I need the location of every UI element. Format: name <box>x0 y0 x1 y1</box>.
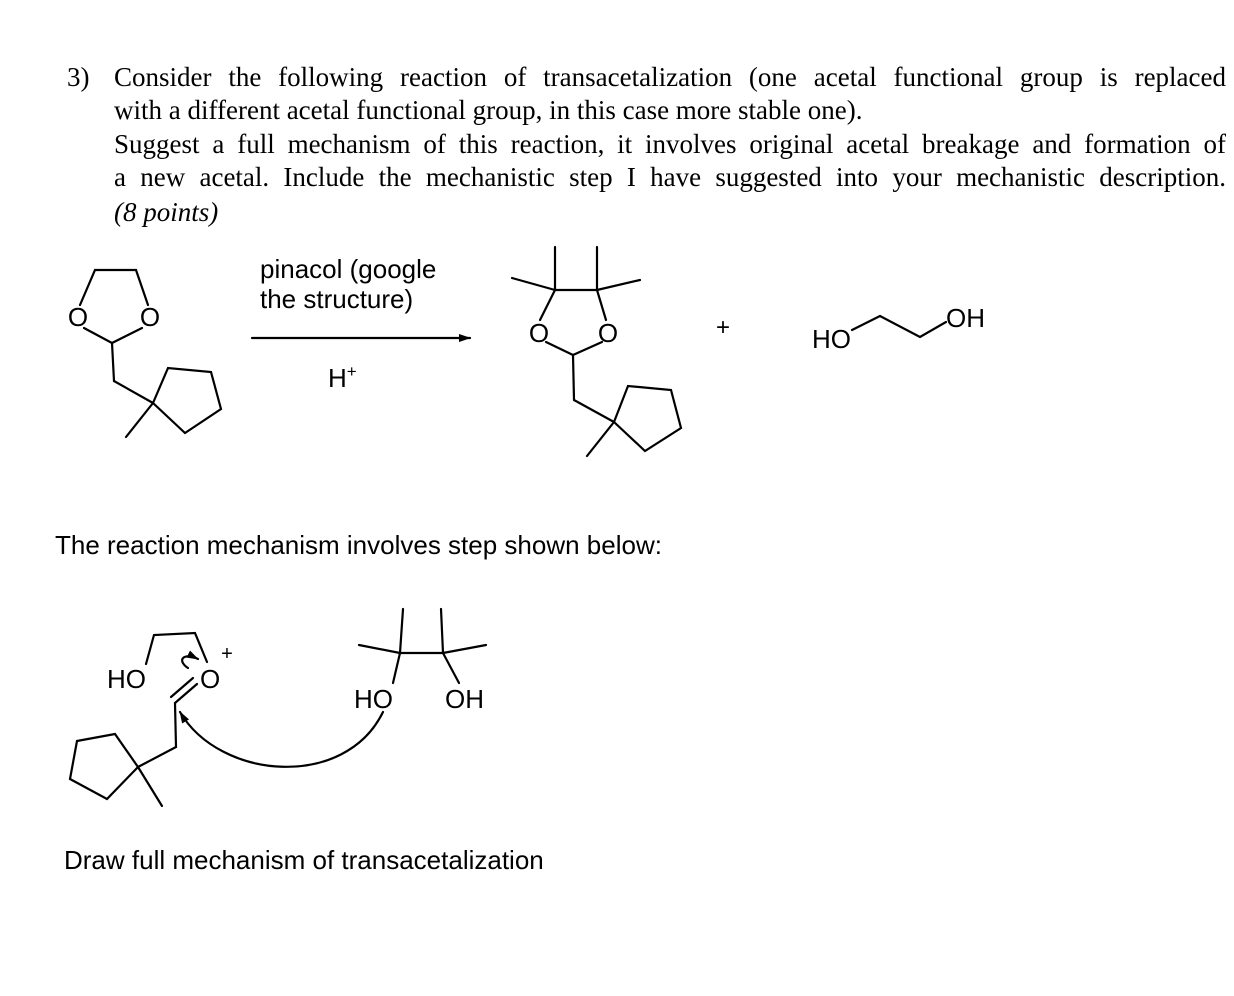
methyl-bond <box>512 278 555 290</box>
question-text-line-4: a new acetal. Include the mechanistic step I have suggested into your mechanistic description. <box>114 162 1226 192</box>
cyclopentane-ring <box>614 386 681 451</box>
question-text-line-3: Suggest a full mechanism of this reaction, it involves original acetal breakage and formation of <box>114 129 1226 159</box>
methyl-bond <box>359 645 400 653</box>
ch2-bond <box>175 703 176 747</box>
methyl-bond <box>597 280 640 290</box>
acetal-c-o-bond-left <box>546 342 573 355</box>
question-number: 3) <box>67 62 90 92</box>
mechanism-intro-text: The reaction mechanism involves step shown below: <box>55 530 662 560</box>
cyclopentane-ring <box>70 734 138 799</box>
methyl-bond <box>443 645 486 653</box>
methyl-bond <box>587 422 614 456</box>
draw-mechanism-prompt: Draw full mechanism of transacetalization <box>64 845 544 875</box>
reagent-label-line-2: the structure) <box>260 284 414 314</box>
oxonium-oxygen-label: O <box>200 664 221 694</box>
ring-bond-left <box>540 290 555 320</box>
ch2-quaternary-bond <box>114 381 153 403</box>
ring-bond-right <box>597 290 606 320</box>
question-points: (8 points) <box>114 197 219 227</box>
c-oh-bond <box>393 653 400 683</box>
acetal-c-o-bond-right <box>112 328 142 343</box>
oxocarbenium-intermediate <box>70 633 233 806</box>
ethylene-glycol-chain <box>852 316 946 337</box>
methyl-bond <box>126 403 153 437</box>
methyl-bond <box>400 609 403 653</box>
oxygen-atom-label: O <box>67 302 89 332</box>
curved-nucleophilic-attack-arrow <box>180 712 383 767</box>
acid-catalyst-label: H+ <box>328 362 357 393</box>
methyl-bond <box>441 609 443 653</box>
acetal-c-o-bond-left <box>84 328 112 343</box>
methyl-bond <box>138 767 162 806</box>
pinacol-structure <box>354 609 486 714</box>
acetal-ch2-bond <box>112 343 114 381</box>
oxygen-atom-label: O <box>139 302 161 332</box>
curved-electron-arrow-small <box>182 656 198 668</box>
c-oh-bond <box>443 653 459 683</box>
pinacol-acetal-structure <box>512 247 681 456</box>
oxygen-atom-label: O <box>528 318 550 348</box>
ch2-quaternary-bond <box>138 747 176 767</box>
starting-acetal-structure <box>68 270 221 437</box>
hydroxyl-label: OH <box>946 303 985 333</box>
c-o-double-bond <box>175 684 197 703</box>
ch2-quaternary-bond <box>574 400 614 422</box>
hydroxyl-label: OH <box>445 684 484 714</box>
positive-charge: + <box>221 643 233 665</box>
hydroxyl-label: HO <box>812 324 851 354</box>
hydroxyl-label: HO <box>107 664 146 694</box>
reagent-label-line-1: pinacol (google <box>260 254 437 284</box>
c-o-double-bond <box>171 678 193 697</box>
dioxolane-ring-bonds <box>80 270 148 305</box>
acetal-ch2-bond <box>573 355 574 400</box>
ethylene-glycol-structure <box>812 303 985 354</box>
cyclopentane-ring <box>153 368 221 433</box>
oxygen-atom-label: O <box>597 318 619 348</box>
question-text-line-1: Consider the following reaction of transacetalization (one acetal functional group is replaced <box>114 62 1226 92</box>
plus-sign: + <box>715 314 731 341</box>
hydroxyl-label: HO <box>354 684 393 714</box>
question-text-line-2: with a different acetal functional group, in this case more stable one). <box>114 95 863 125</box>
